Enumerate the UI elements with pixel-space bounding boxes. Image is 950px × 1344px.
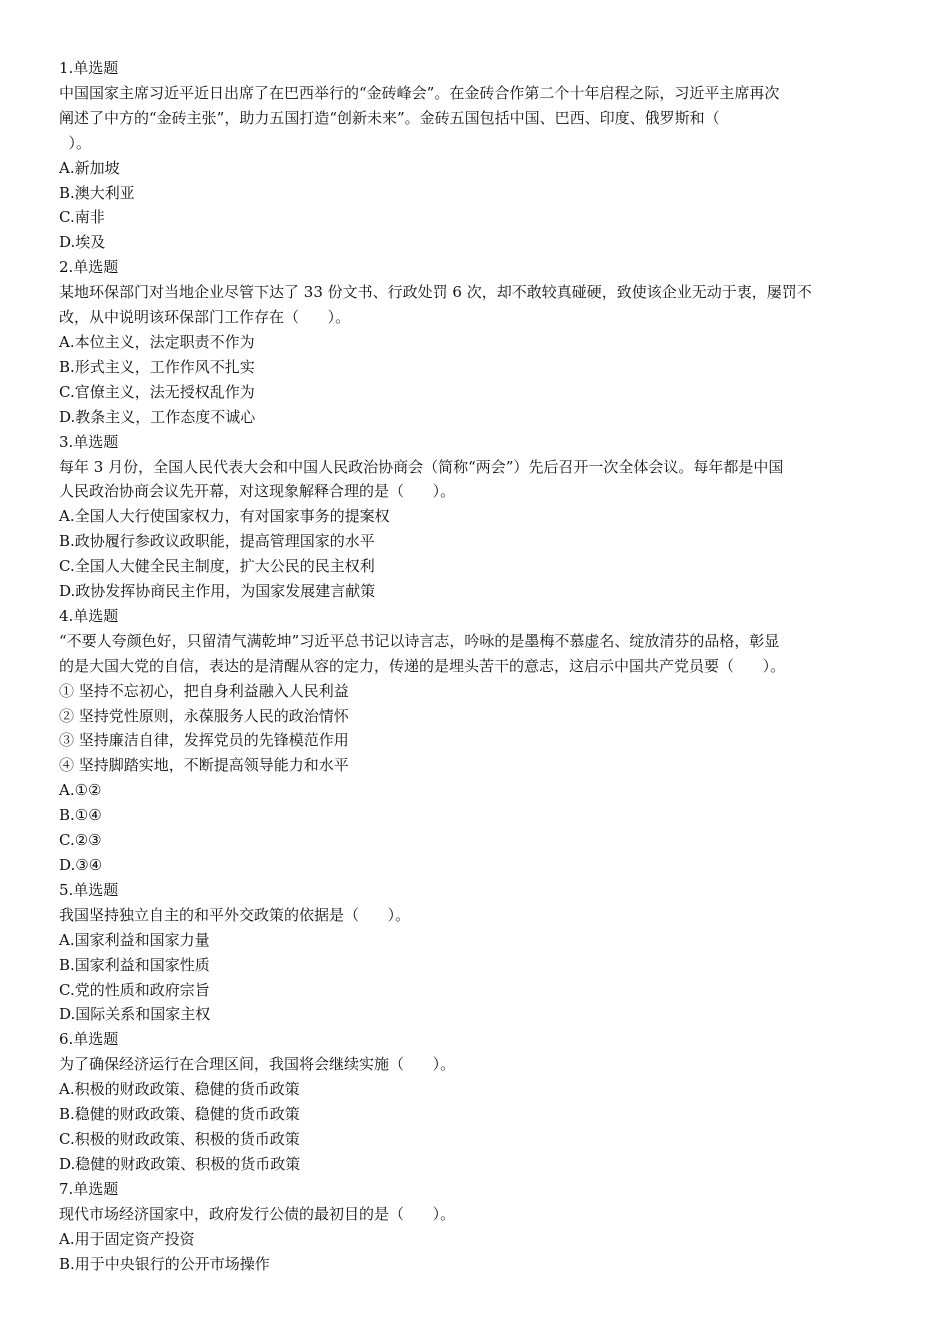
question-2 <box>59 255 897 429</box>
question-header: 6.单选题 <box>59 1030 119 1049</box>
answer-option: A.积极的财政政策、稳健的货币政策 <box>59 1080 300 1099</box>
question-stem-line: 人民政治协商会议先开幕，对这现象解释合理的是（ ）。 <box>59 482 456 501</box>
answer-option: C.积极的财政政策、积极的货币政策 <box>59 1129 300 1148</box>
question-statement: ④ 坚持脚踏实地，不断提高领导能力和水平 <box>59 756 349 775</box>
question-3 <box>59 430 897 604</box>
question-stem-line: 中国国家主席习近平近日出席了在巴西举行的“金砖峰会”。在金砖合作第二个十年启程之际，习近平主席再次 <box>59 83 780 102</box>
answer-option: C.党的性质和政府宗旨 <box>59 980 210 999</box>
question-header: 2.单选题 <box>59 258 119 277</box>
answer-option: B.稳健的财政政策、稳健的货币政策 <box>59 1105 300 1124</box>
question-stem-line: 的是大国大党的自信，表达的是清醒从容的定力，传递的是埋头苦干的意志，这启示中国共产党员要（ ）。 <box>59 656 786 675</box>
question-5 <box>59 878 897 1027</box>
answer-option: A.全国人大行使国家权力，有对国家事务的提案权 <box>59 507 390 526</box>
question-stem-line: 阐述了中方的“金砖主张”，助力五国打造“创新未来”。金砖五国包括中国、巴西、印度、俄罗斯和（ <box>59 108 720 127</box>
question-stem-line: “不要人夸颜色好，只留清气满乾坤”习近平总书记以诗言志，吟咏的是墨梅不慕虚名、绽放清芬的品格，彰显 <box>59 631 780 650</box>
answer-option: A.国家利益和国家力量 <box>59 930 210 949</box>
question-header: 7.单选题 <box>59 1179 119 1198</box>
answer-option: D.埃及 <box>59 233 106 252</box>
answer-option: B.①④ <box>59 806 102 825</box>
answer-option: B.澳大利亚 <box>59 183 135 202</box>
answer-option: A.①② <box>59 781 102 800</box>
question-stem-line: 改，从中说明该环保部门工作存在（ ）。 <box>59 308 351 327</box>
answer-option: C.全国人大健全民主制度，扩大公民的民主权利 <box>59 557 375 576</box>
question-stem-line: ）。 <box>59 133 92 152</box>
question-stem-line: 现代市场经济国家中，政府发行公债的最初目的是（ ）。 <box>59 1204 456 1223</box>
answer-option: A.用于固定资产投资 <box>59 1229 195 1248</box>
question-list <box>59 56 897 1276</box>
answer-option: D.稳健的财政政策、积极的货币政策 <box>59 1154 301 1173</box>
question-header: 1.单选题 <box>59 59 119 77</box>
answer-option: D.③④ <box>59 856 103 874</box>
answer-option: D.政协发挥协商民主作用，为国家发展建言献策 <box>59 582 376 601</box>
answer-option: C.②③ <box>59 831 102 850</box>
question-header: 3.单选题 <box>59 432 119 451</box>
question-stem-line: 为了确保经济运行在合理区间，我国将会继续实施（ ）。 <box>59 1055 456 1074</box>
answer-option: A.新加坡 <box>59 158 120 177</box>
question-1 <box>59 56 897 255</box>
question-stem-line: 我国坚持独立自主的和平外交政策的依据是（ ）。 <box>59 905 411 924</box>
question-statement: ② 坚持党性原则，永葆服务人民的政治情怀 <box>59 706 349 725</box>
answer-option: D.国际关系和国家主权 <box>59 1005 211 1024</box>
question-header: 5.单选题 <box>59 880 119 899</box>
question-statement: ① 坚持不忘初心，把自身利益融入人民利益 <box>59 681 349 700</box>
answer-option: B.用于中央银行的公开市场操作 <box>59 1254 270 1273</box>
question-4 <box>59 604 897 878</box>
question-6 <box>59 1027 897 1176</box>
question-stem-line: 每年 3 月份，全国人民代表大会和中国人民政治协商会（简称“两会”）先后召开一次全体会议。每年都是中国 <box>59 457 784 476</box>
question-header: 4.单选题 <box>59 606 119 625</box>
answer-option: C.官僚主义，法无授权乱作为 <box>59 382 255 401</box>
question-7 <box>59 1177 897 1277</box>
answer-option: A.本位主义，法定职责不作为 <box>59 332 255 351</box>
answer-option: B.形式主义，工作作风不扎实 <box>59 357 255 376</box>
question-statement: ③ 坚持廉洁自律，发挥党员的先锋模范作用 <box>59 731 349 750</box>
answer-option: D.教条主义，工作态度不诚心 <box>59 407 256 426</box>
answer-option: B.政协履行参政议政职能，提高管理国家的水平 <box>59 532 375 551</box>
question-stem-line: 某地环保部门对当地企业尽管下达了 33 份文书、行政处罚 6 次，却不敢较真碰硬，致使该企业无动于衷，屡罚不 <box>59 283 812 302</box>
answer-option: C.南非 <box>59 208 105 227</box>
answer-option: B.国家利益和国家性质 <box>59 955 210 974</box>
